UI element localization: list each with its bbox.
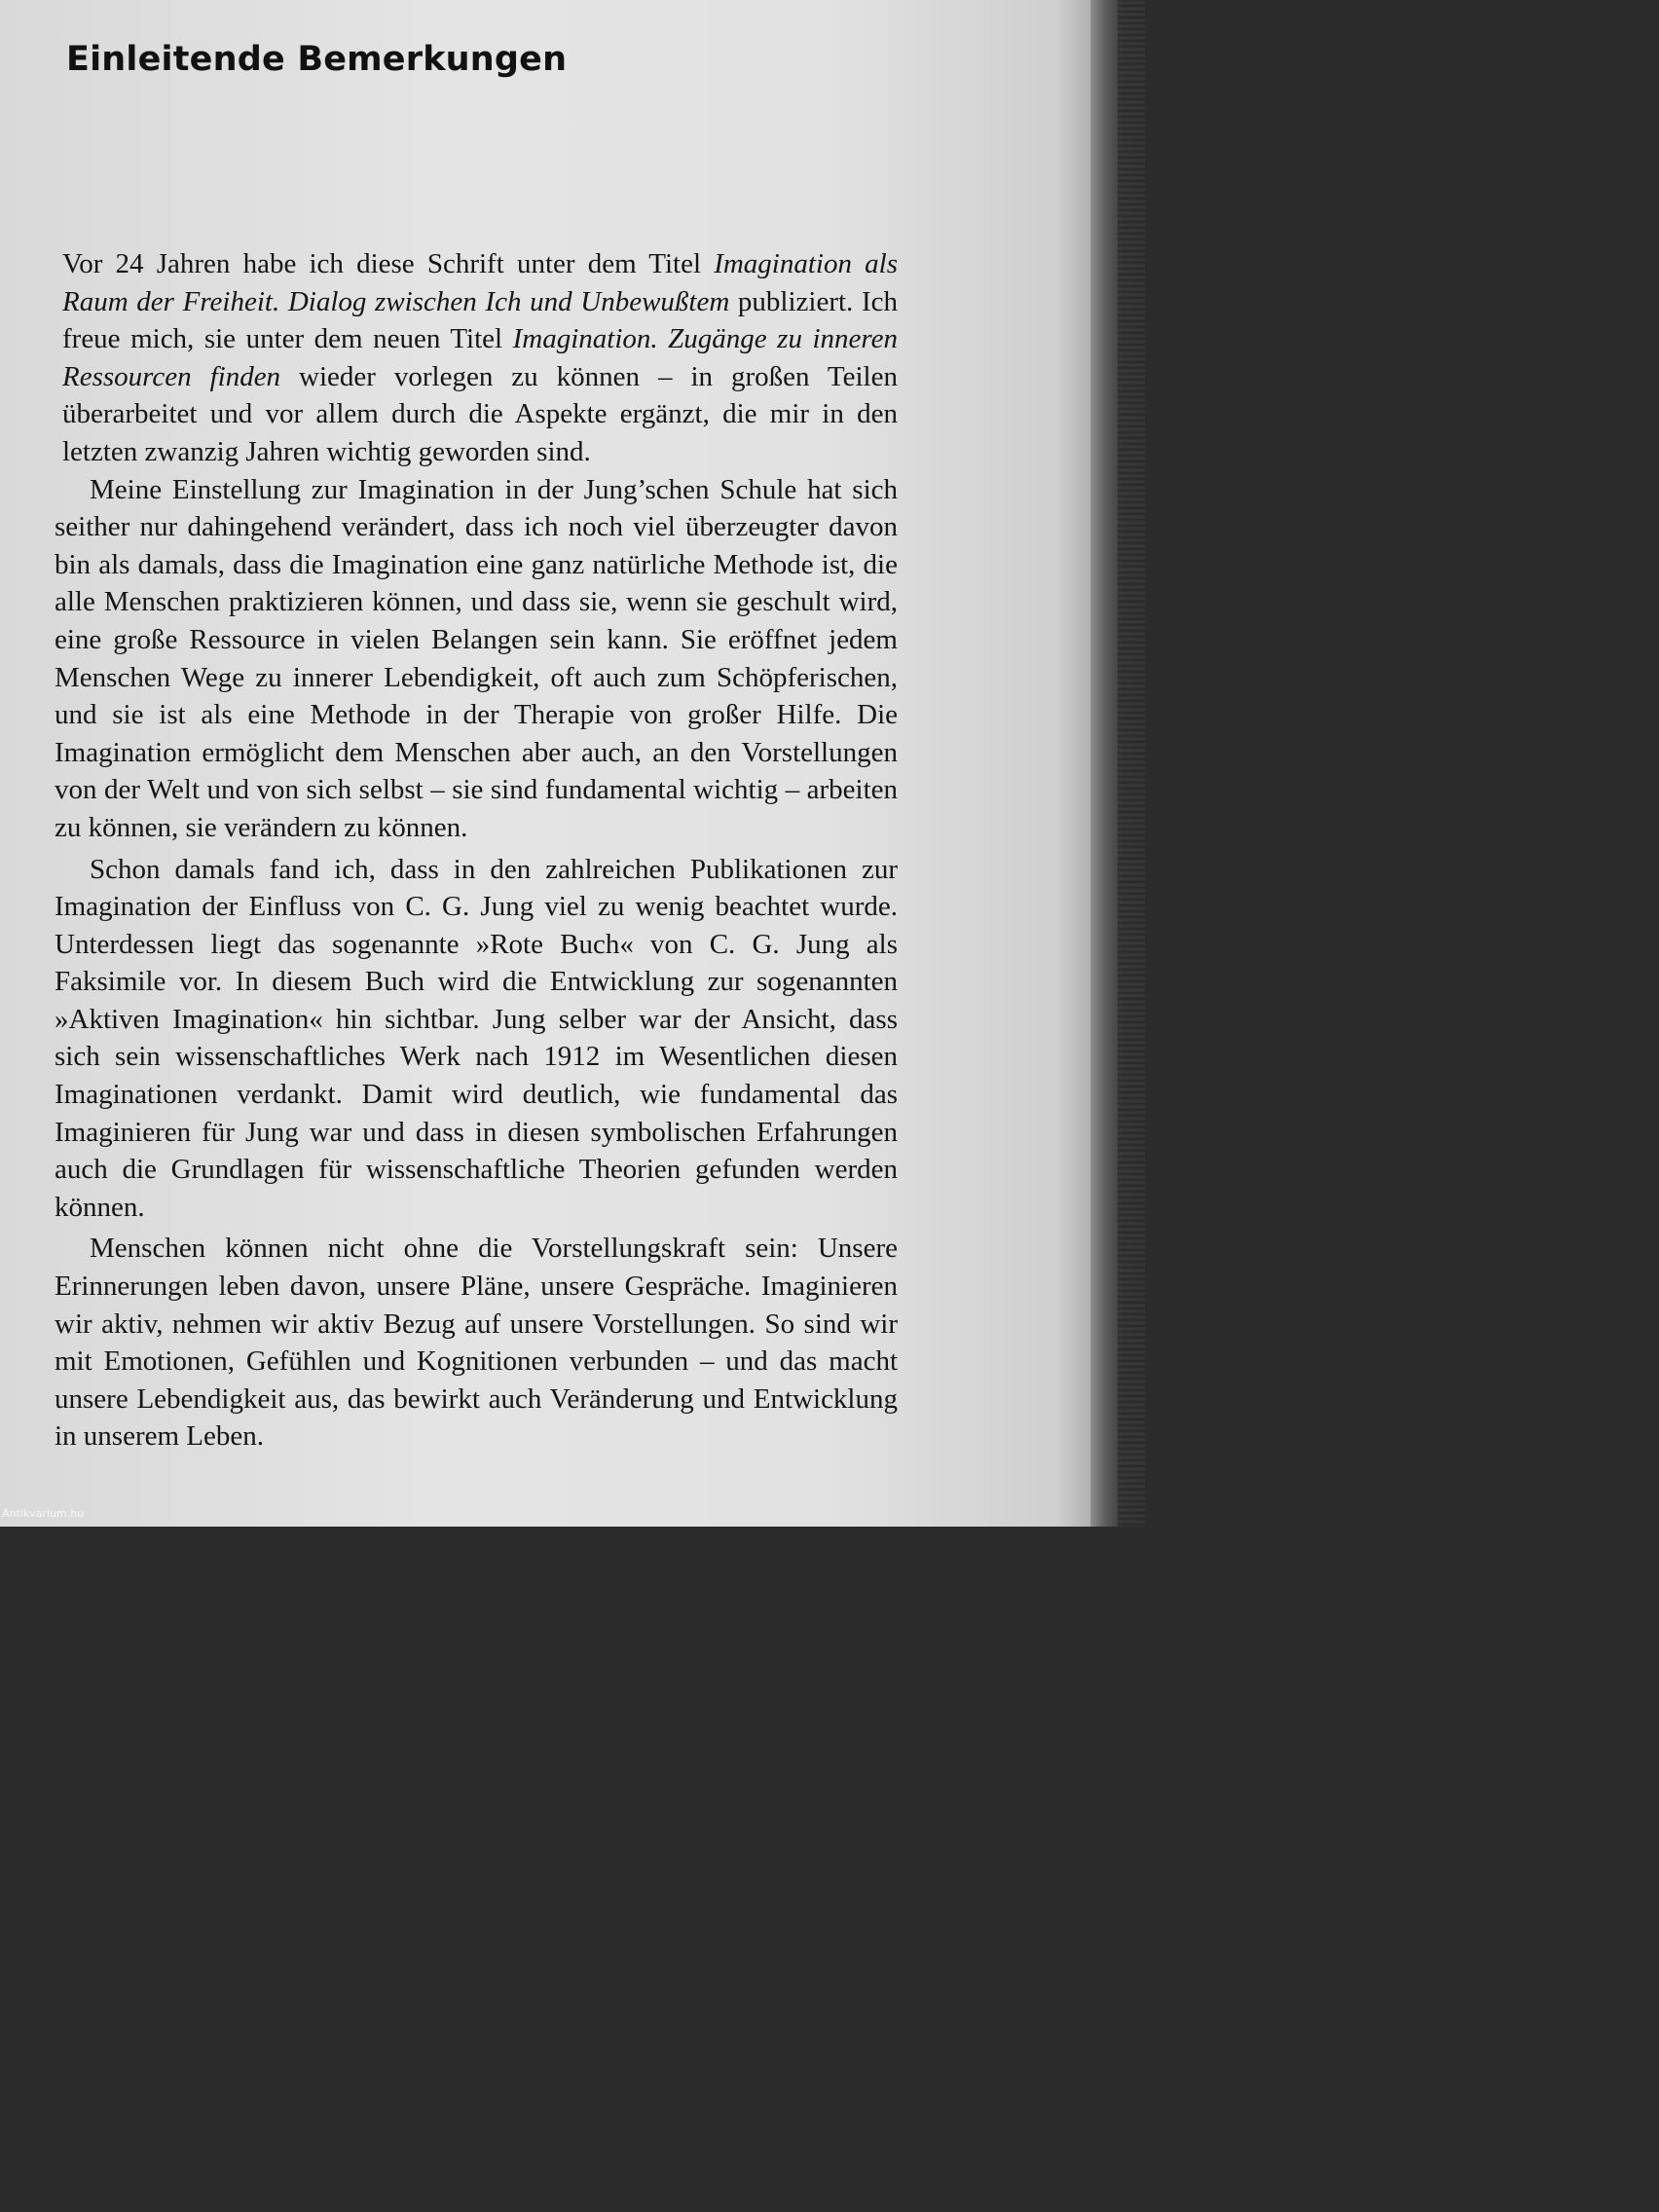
page-edges: [1118, 0, 1145, 1527]
paragraph-text: wieder vorlegen zu können – in großen Teilen überarbeitet und vor allem durch die Aspekte ergänzt, die mir in den letzten zwanzig Jahren wichtig geworden sind.: [62, 360, 898, 467]
paragraph-text: publiziert. Ich freue mich, sie unter dem neuen Titel: [62, 285, 898, 355]
paragraph-text: Meine Einstellung zur Imagination in der Jung’schen Schule hat sich seither nur dahingehend verändert, dass ich noch viel überzeugter davon bin als damals, dass die Imagination eine ganz natürliche Methode ist, die alle Menschen praktizieren können, und dass sie, wenn sie geschult wird, eine große Ressource in vielen Belangen sein kann. Sie eröffnet jedem Menschen Wege zu innerer Lebendigkeit, oft auch zum Schöpferischen, und sie ist als eine Methode in der Therapie von großer Hilfe. Die Imagination ermöglicht dem Menschen aber auch, an den Vorstellungen von der Welt und von sich selbst – sie sind fundamental wichtig – arbeiten zu können, sie verändern zu können.: [55, 473, 898, 843]
paragraph-2: [55, 471, 898, 847]
paragraph-1: [55, 245, 898, 471]
chapter-heading: Einleitende Bemerkungen: [66, 40, 568, 80]
paragraph-text: Vor 24 Jahren habe ich diese Schrift unter dem Titel: [62, 248, 715, 279]
paragraph-text: Schon damals fand ich, dass in den zahlreichen Publikationen zur Imagination der Einfluss von C. G. Jung viel zu wenig beachtet wurde. Unterdessen liegt das sogenannte »Rote Buch« von C. G. Jung als Faksimile vor. In diesem Buch wird die Entwicklung zur sogenannten »Aktiven Imagination« hin sichtbar. Jung selber war der Ansicht, dass sich sein wissenschaftliches Werk nach 1912 im Wesentlichen diesen Imaginationen verdankt. Damit wird deutlich, wie fundamental das Imaginieren für Jung war und dass in diesen symbolischen Erfahrungen auch die Grundlagen für wissenschaftliche Theorien gefunden werden können.: [55, 853, 898, 1223]
paragraph-text: Menschen können nicht ohne die Vorstellungskraft sein: Unsere Erinnerungen leben davon, unsere Pläne, unsere Gespräche. Imaginieren wir aktiv, nehmen wir aktiv Bezug auf unsere Vorstellungen. So sind wir mit Emotionen, Gefühlen und Kognitionen verbunden – und das macht unsere Lebendigkeit aus, das bewirkt auch Veränderung und Entwicklung in unserem Leben.: [55, 1233, 898, 1453]
italic-title-text: Imagination. Zugänge zu inneren Ressourcen finden: [62, 323, 898, 392]
italic-title-text: Imagination als Raum der Freiheit. Dialog zwischen Ich und Unbewußtem: [62, 248, 898, 317]
paragraph-3: [55, 851, 898, 1227]
book-page: [0, 0, 1100, 1527]
watermark: Antikvarium.hu: [2, 1507, 85, 1520]
body-text: [55, 245, 898, 1456]
paragraph-4: [55, 1230, 898, 1456]
